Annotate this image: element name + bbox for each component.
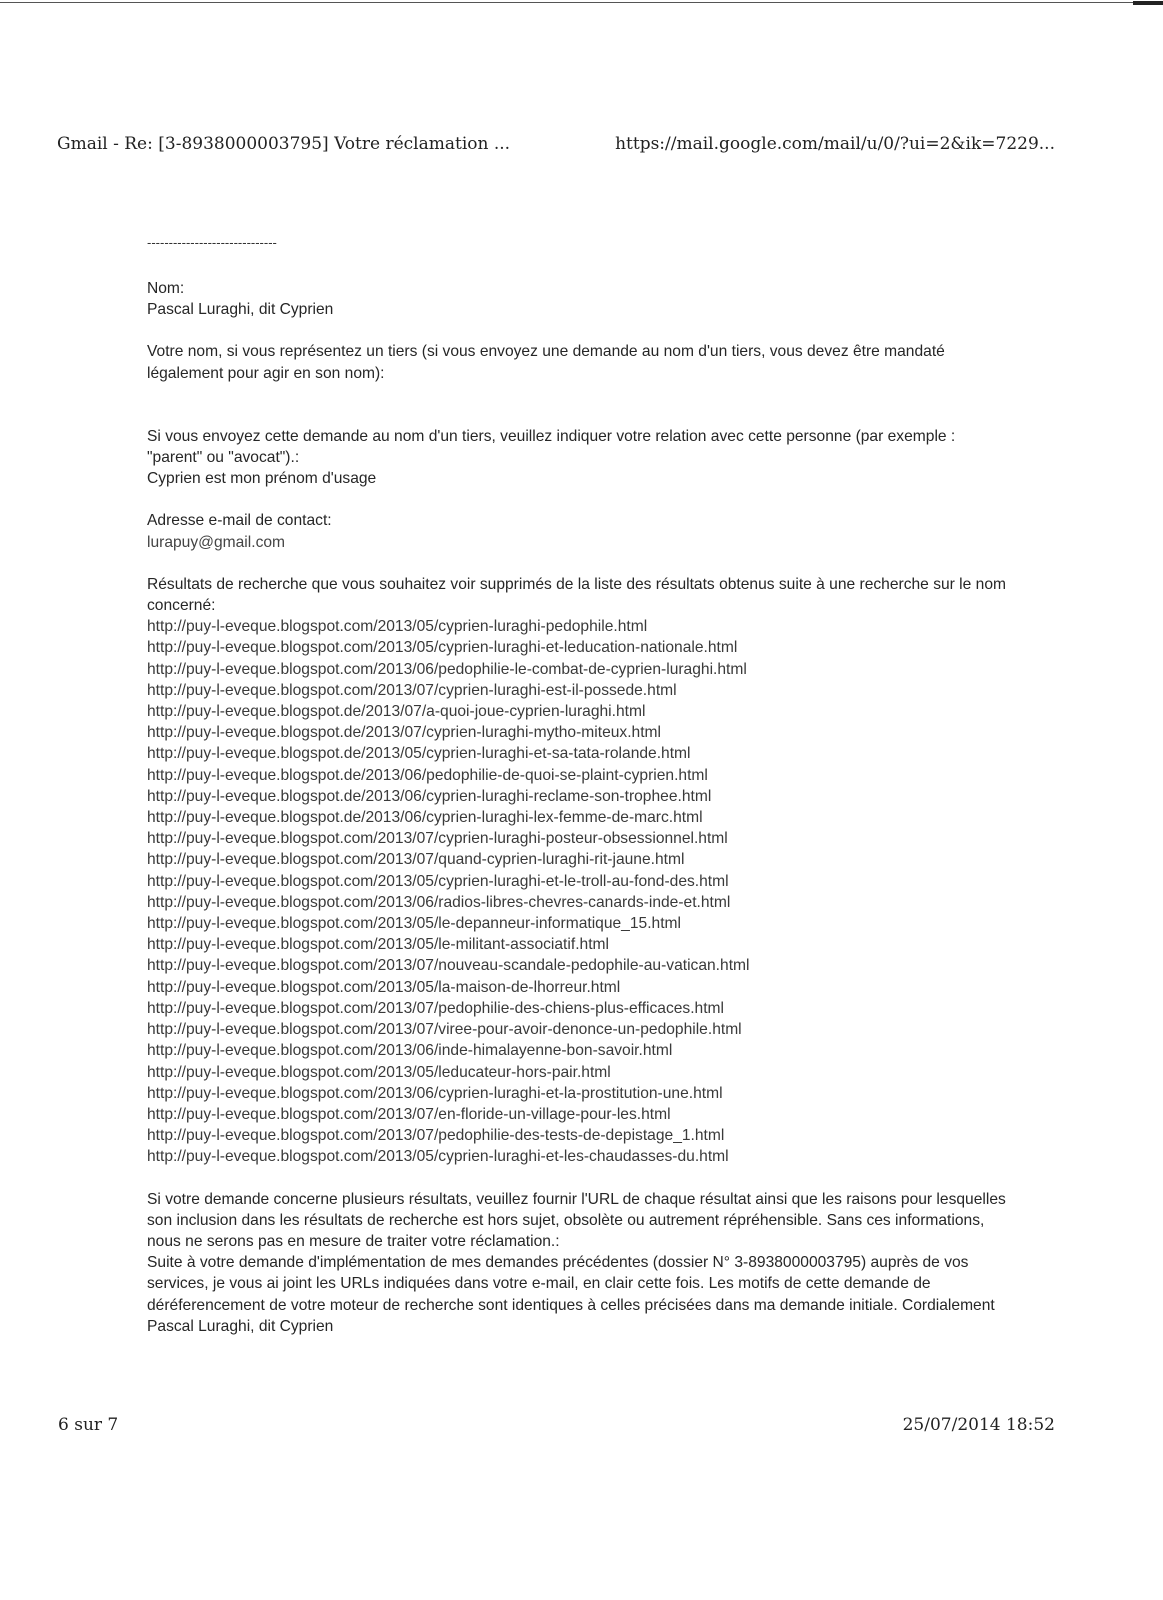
url-item: http://puy-l-eveque.blogspot.de/2013/06/cyprien-luraghi-reclame-son-trophee.html [147, 787, 712, 805]
name-value: Pascal Luraghi, dit Cyprien [147, 301, 334, 319]
url-item: http://puy-l-eveque.blogspot.com/2013/05/la-maison-de-lhorreur.html [147, 978, 621, 996]
print-footer-page: 6 sur 7 [58, 1415, 119, 1435]
results-prompt: Résultats de recherche que vous souhaitez voir supprimés de la liste des résultats obtenus suite à une recherche sur le nom concerné: [147, 575, 1006, 615]
print-footer-datetime: 25/07/2014 18:52 [902, 1415, 1055, 1435]
url-item: http://puy-l-eveque.blogspot.com/2013/07/pedophilie-des-chiens-plus-efficaces.html [147, 999, 725, 1017]
url-item: http://puy-l-eveque.blogspot.com/2013/05/cyprien-luraghi-et-le-troll-au-fond-des.html [147, 872, 729, 890]
third-party-name-prompt: Votre nom, si vous représentez un tiers (si vous envoyez une demande au nom d'un tiers, vous devez être mandaté légalement pour agir en son nom): [147, 343, 945, 382]
url-item: http://puy-l-eveque.blogspot.com/2013/05/le-depanneur-informatique_15.html [147, 915, 681, 933]
url-item: http://puy-l-eveque.blogspot.com/2013/07/cyprien-luraghi-posteur-obsessionnel.html [147, 830, 728, 848]
url-item: http://puy-l-eveque.blogspot.com/2013/05/cyprien-luraghi-et-les-chaudasses-du.html [147, 1148, 729, 1166]
name-label: Nom: [147, 280, 185, 297]
url-item: http://puy-l-eveque.blogspot.com/2013/07/pedophilie-des-tests-de-depistage_1.html [147, 1127, 725, 1145]
relation-value: Cyprien est mon prénom d'usage [147, 470, 377, 488]
url-item: http://puy-l-eveque.blogspot.com/2013/07/en-floride-un-village-pour-les.html [147, 1105, 671, 1123]
message-body [147, 236, 1007, 1337]
email-label: Adresse e-mail de contact: [147, 512, 332, 530]
url-item: http://puy-l-eveque.blogspot.com/2013/06/radios-libres-chevres-canards-inde-et.html [147, 893, 731, 911]
email-value: lurapuy@gmail.com [147, 533, 286, 551]
top-border-line [0, 2, 1163, 3]
relation-prompt: Si vous envoyez cette demande au nom d'un tiers, veuillez indiquer votre relation avec cette personne (par exemple : "parent" ou "avocat").: [147, 427, 956, 467]
url-item: http://puy-l-eveque.blogspot.de/2013/06/cyprien-luraghi-lex-femme-de-marc.html [147, 809, 703, 827]
url-item: http://puy-l-eveque.blogspot.com/2013/07/quand-cyprien-luraghi-rit-jaune.html [147, 851, 685, 869]
url-item: http://puy-l-eveque.blogspot.com/2013/07/nouveau-scandale-pedophile-au-vatican.html [147, 957, 750, 975]
separator-line: ------------------------------ [147, 235, 277, 250]
url-item: http://puy-l-eveque.blogspot.com/2013/05/le-militant-associatif.html [147, 936, 609, 954]
top-border-mark [1133, 1, 1163, 5]
url-item: http://puy-l-eveque.blogspot.de/2013/05/cyprien-luraghi-et-sa-tata-rolande.html [147, 745, 691, 763]
url-item: http://puy-l-eveque.blogspot.com/2013/06/pedophilie-le-combat-de-cyprien-luraghi.html [147, 660, 747, 678]
url-list [147, 616, 1007, 1167]
url-item: http://puy-l-eveque.blogspot.de/2013/07/a-quoi-joue-cyprien-luraghi.html [147, 703, 646, 721]
url-item: http://puy-l-eveque.blogspot.de/2013/06/pedophilie-de-quoi-se-plaint-cyprien.html [147, 766, 708, 784]
url-item: http://puy-l-eveque.blogspot.com/2013/07/viree-pour-avoir-denonce-un-pedophile.html [147, 1021, 742, 1039]
url-item: http://puy-l-eveque.blogspot.de/2013/07/cyprien-luraghi-mytho-miteux.html [147, 724, 661, 742]
url-item: http://puy-l-eveque.blogspot.com/2013/05/cyprien-luraghi-et-leducation-nationale.html [147, 639, 738, 657]
url-item: http://puy-l-eveque.blogspot.com/2013/05/cyprien-luraghi-pedophile.html [147, 618, 648, 636]
print-header-title: Gmail - Re: [3-8938000003795] Votre réclamation ... [57, 134, 511, 154]
reasons-value: Suite à votre demande d'implémentation de mes demandes précédentes (dossier N° 3-8938000003795) auprès de vos services, je vous ai joint les URLs indiquées dans votre e-mail, en clair cette fois. Les motifs de cette demande de déréferencement de votre moteur de recherche sont identiques à celles précisées dans ma demande initiale. Cordialement Pascal Luraghi, dit Cyprien [147, 1254, 995, 1335]
url-item: http://puy-l-eveque.blogspot.com/2013/05/leducateur-hors-pair.html [147, 1063, 611, 1081]
url-item: http://puy-l-eveque.blogspot.com/2013/07/cyprien-luraghi-est-il-possede.html [147, 681, 677, 699]
url-item: http://puy-l-eveque.blogspot.com/2013/06/inde-himalayenne-bon-savoir.html [147, 1042, 673, 1060]
url-item: http://puy-l-eveque.blogspot.com/2013/06/cyprien-luraghi-et-la-prostitution-une.html [147, 1084, 723, 1102]
print-header-url: https://mail.google.com/mail/u/0/?ui=2&ik=7229... [615, 134, 1055, 154]
reasons-prompt: Si votre demande concerne plusieurs résultats, veuillez fournir l'URL de chaque résultat ainsi que les raisons pour lesquelles son inclusion dans les résultats de recherche est hors sujet, obsolète ou autrement répréhensible. Sans ces informations, nous ne serons pas en mesure de traiter votre réclamation.: [147, 1190, 1006, 1250]
